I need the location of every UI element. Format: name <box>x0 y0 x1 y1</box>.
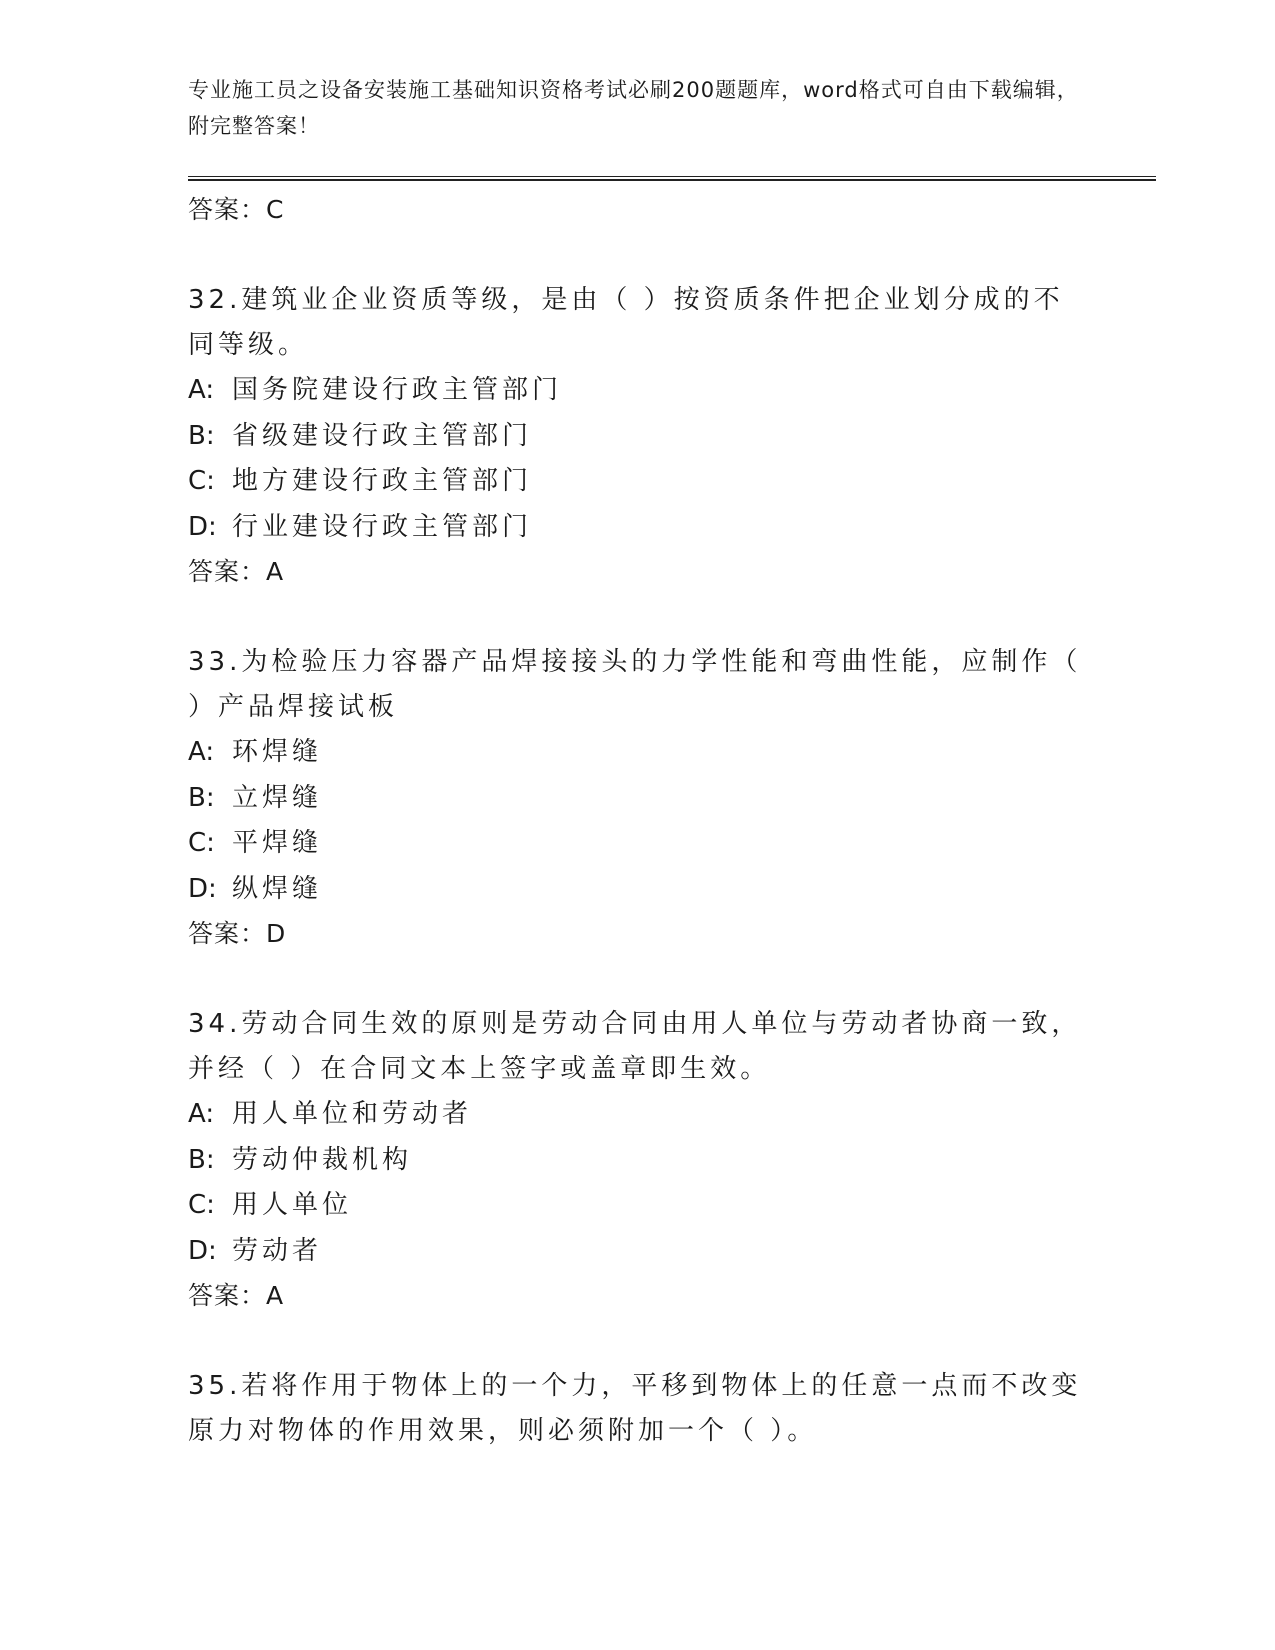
option-b <box>188 1138 1088 1184</box>
option-letter: A: <box>188 737 215 767</box>
option-b <box>188 776 1088 822</box>
option-letter: B: <box>188 1144 215 1175</box>
question-35 <box>188 1364 1088 1454</box>
option-text: 平焊缝 <box>232 828 323 858</box>
option-letter: C: <box>188 828 215 858</box>
page-header: 专业施工员之设备安装施工基础知识资格考试必刷200题题库，word格式可自由下载编辑，附完整答案！ <box>188 78 1079 138</box>
option-letter: D: <box>188 873 217 904</box>
option-text: 用人单位和劳动者 <box>232 1099 473 1129</box>
option-text: 省级建设行政主管部门 <box>232 420 533 451</box>
option-text: 行业建设行政主管部门 <box>232 511 533 542</box>
question-text: 32.建筑业企业资质等级，是由（ ）按资质条件把企业划分成的不同等级。 <box>188 285 1064 360</box>
option-a <box>188 1092 1088 1138</box>
option-text: 劳动仲裁机构 <box>232 1144 413 1175</box>
answer-line: 答案：A <box>188 1281 285 1310</box>
answer-line: 答案：C <box>188 195 285 224</box>
question-text: 33.为检验压力容器产品焊接接头的力学性能和弯曲性能，应制作（ ）产品焊接试板 <box>188 647 1082 722</box>
question-32 <box>188 278 1088 594</box>
option-letter: C: <box>188 1190 215 1220</box>
option-letter: D: <box>188 1235 217 1266</box>
option-text: 国务院建设行政主管部门 <box>232 375 563 405</box>
question-text: 35.若将作用于物体上的一个力，平移到物体上的任意一点而不改变原力对物体的作用效果，则必须附加一个（ ）。 <box>188 1371 1082 1446</box>
option-d <box>188 505 1088 551</box>
option-text: 纵焊缝 <box>232 873 323 904</box>
option-letter: B: <box>188 782 215 813</box>
option-c <box>188 1183 1088 1229</box>
answer-line: 答案：A <box>188 557 285 586</box>
option-a <box>188 368 1088 414</box>
option-c <box>188 459 1088 505</box>
question-34 <box>188 1002 1088 1318</box>
question-33 <box>188 640 1088 956</box>
option-letter: D: <box>188 511 217 542</box>
option-letter: A: <box>188 375 215 405</box>
document-body <box>188 188 1088 1454</box>
option-text: 用人单位 <box>232 1190 353 1220</box>
option-b <box>188 414 1088 460</box>
option-text: 立焊缝 <box>232 782 323 813</box>
option-letter: B: <box>188 420 215 451</box>
option-text: 地方建设行政主管部门 <box>232 466 533 496</box>
option-text: 劳动者 <box>232 1235 323 1266</box>
header-divider <box>188 176 1156 181</box>
option-text: 环焊缝 <box>232 737 323 767</box>
answer-line: 答案：D <box>188 919 287 948</box>
option-letter: C: <box>188 466 215 496</box>
option-d <box>188 1229 1088 1275</box>
option-a <box>188 730 1088 776</box>
question-text: 34.劳动合同生效的原则是劳动合同由用人单位与劳动者协商一致，并经（ ）在合同文本上签字或盖章即生效。 <box>188 1009 1082 1084</box>
option-d <box>188 867 1088 913</box>
option-c <box>188 821 1088 867</box>
option-letter: A: <box>188 1099 215 1129</box>
